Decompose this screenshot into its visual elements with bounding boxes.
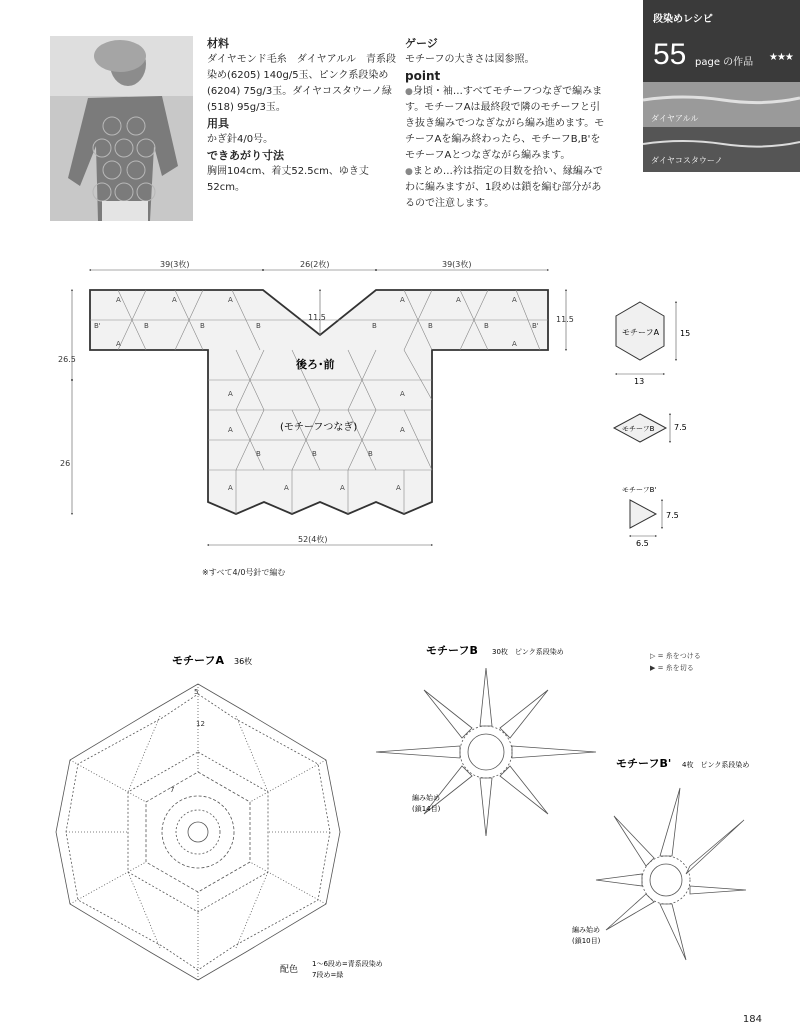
motif-b-chart: [376, 644, 596, 836]
svg-text:A: A: [396, 484, 401, 492]
svg-text:B: B: [368, 450, 373, 458]
svg-text:A: A: [172, 296, 177, 304]
dim-bottom: 52(4枚): [298, 535, 328, 544]
bullet-icon: ●: [405, 167, 413, 177]
cut-thread-legend: ▶ = 糸を切る: [650, 664, 694, 672]
color-label: 配色: [280, 965, 299, 975]
difficulty-stars: ★★★: [769, 52, 793, 63]
svg-text:A: A: [228, 426, 233, 434]
dim-neck: 11.5: [308, 313, 326, 322]
motif-b2-chart: [572, 757, 749, 960]
motif-b2-start: 編み始め: [572, 926, 600, 934]
legend-b-label: モチーフB: [622, 425, 655, 433]
dim-left-lower: 26: [60, 459, 71, 468]
garment-schematic: [90, 290, 548, 514]
color-line2: 7段め=緑: [312, 971, 344, 979]
gauge-text: モチーフの大きさは図参照。: [405, 54, 535, 65]
svg-text:6.5: 6.5: [636, 539, 649, 548]
schematic-main-label: 後ろ･前: [296, 358, 335, 371]
svg-text:7.5: 7.5: [674, 423, 687, 432]
svg-text:B: B: [256, 450, 261, 458]
svg-text:A: A: [340, 484, 345, 492]
bullet-icon: ●: [405, 87, 413, 97]
thread-legend: [650, 651, 701, 672]
yarn1-label: ダイヤアルル: [651, 114, 699, 123]
svg-text:A: A: [116, 296, 121, 304]
motif-shape-legend: [614, 302, 690, 548]
materials-text: ダイヤモンド毛糸 ダイヤアルル 青系段染め(6205) 140g/5玉、ピンク系段染め(6204) 75g/3玉。ダイヤコスタウーノ緑(518) 95g/3玉。: [207, 54, 396, 113]
point-item: ●身頃・袖…すべてモチーフつなぎで編みます。モチーフAは最終段で隣のモチーフと引き抜き編みでつなぎながら編み進めます。モチーフAを編み終わったら、モチーフB,B'をモチーフAとつなぎながら編みます。: [405, 86, 605, 161]
row-number: 5: [194, 688, 199, 696]
point-heading: point: [405, 69, 441, 83]
finished-size-heading: できあがり寸法: [207, 149, 284, 162]
svg-text:13: 13: [634, 377, 645, 386]
motif-b-title: モチーフB: [426, 644, 478, 657]
dim-left-upper: 26.5: [58, 355, 76, 364]
tools-heading: 用具: [207, 117, 229, 130]
attach-thread-legend: ▷ = 糸をつける: [650, 652, 701, 660]
gauge-heading: ゲージ: [405, 37, 438, 50]
needle-note: ※すべて4/0号針で編む: [202, 568, 286, 577]
svg-text:A: A: [228, 390, 233, 398]
svg-text:A: A: [228, 296, 233, 304]
svg-text:A: A: [512, 296, 517, 304]
row-number: 7: [170, 786, 175, 794]
tools-text: かぎ針4/0号。: [207, 134, 274, 145]
motif-b-start: 編み始め: [412, 794, 440, 802]
svg-text:B: B: [428, 322, 433, 330]
motif-a-chart: [56, 654, 383, 980]
motif-b2-count: 4枚 ピンク系段染め: [682, 761, 750, 769]
dim-right: 11.5: [556, 315, 574, 324]
recipe-page-text: page の作品: [695, 57, 754, 68]
row-number: 12: [196, 720, 205, 728]
svg-text:A: A: [116, 340, 121, 348]
svg-text:B: B: [484, 322, 489, 330]
svg-text:B: B: [312, 450, 317, 458]
recipe-page-number: 55: [653, 38, 687, 71]
motif-b2-title: モチーフB': [616, 757, 672, 770]
recipe-label: 段染めレシピ: [653, 14, 713, 25]
svg-text:B': B': [94, 322, 101, 330]
finished-size-text: 胸囲104cm、着丈52.5cm、ゆき丈52cm。: [207, 166, 369, 193]
legend-a-label: モチーフA: [622, 328, 660, 337]
svg-text:A: A: [400, 390, 405, 398]
svg-text:A: A: [456, 296, 461, 304]
svg-text:B: B: [256, 322, 261, 330]
motif-b-rows: (鎖14目): [412, 805, 441, 813]
dim-top-left: 39(3枚): [160, 260, 190, 269]
motif-b-count: 30枚 ピンク系段染め: [492, 648, 564, 656]
svg-text:15: 15: [680, 329, 691, 338]
legend-b2-label: モチーフB': [622, 486, 657, 494]
dim-top-right: 39(3枚): [442, 260, 472, 269]
svg-text:7.5: 7.5: [666, 511, 679, 520]
color-line1: 1〜6段め=青系段染め: [312, 960, 383, 968]
svg-text:A: A: [400, 426, 405, 434]
svg-text:A: A: [284, 484, 289, 492]
dim-top-mid: 26(2枚): [300, 260, 330, 269]
yarn2-label: ダイヤコスタウーノ: [651, 156, 723, 165]
svg-text:B: B: [144, 322, 149, 330]
svg-text:A: A: [512, 340, 517, 348]
svg-text:A: A: [228, 484, 233, 492]
svg-text:B: B: [200, 322, 205, 330]
svg-text:A: A: [400, 296, 405, 304]
schematic-sub-label: (モチーフつなぎ): [280, 422, 358, 433]
motif-a-title: モチーフA: [172, 654, 224, 667]
motif-b2-rows: (鎖10目): [572, 937, 601, 945]
materials-heading: 材料: [207, 37, 229, 50]
motif-a-count: 36枚: [234, 657, 253, 666]
svg-text:B': B': [532, 322, 539, 330]
page-number: 184: [742, 1014, 762, 1025]
svg-text:B: B: [372, 322, 377, 330]
point-item: ●まとめ…衿は指定の目数を拾い、縁編みでわに編みますが、1段めは鎖を編む部分があるので注意します。: [405, 166, 603, 209]
